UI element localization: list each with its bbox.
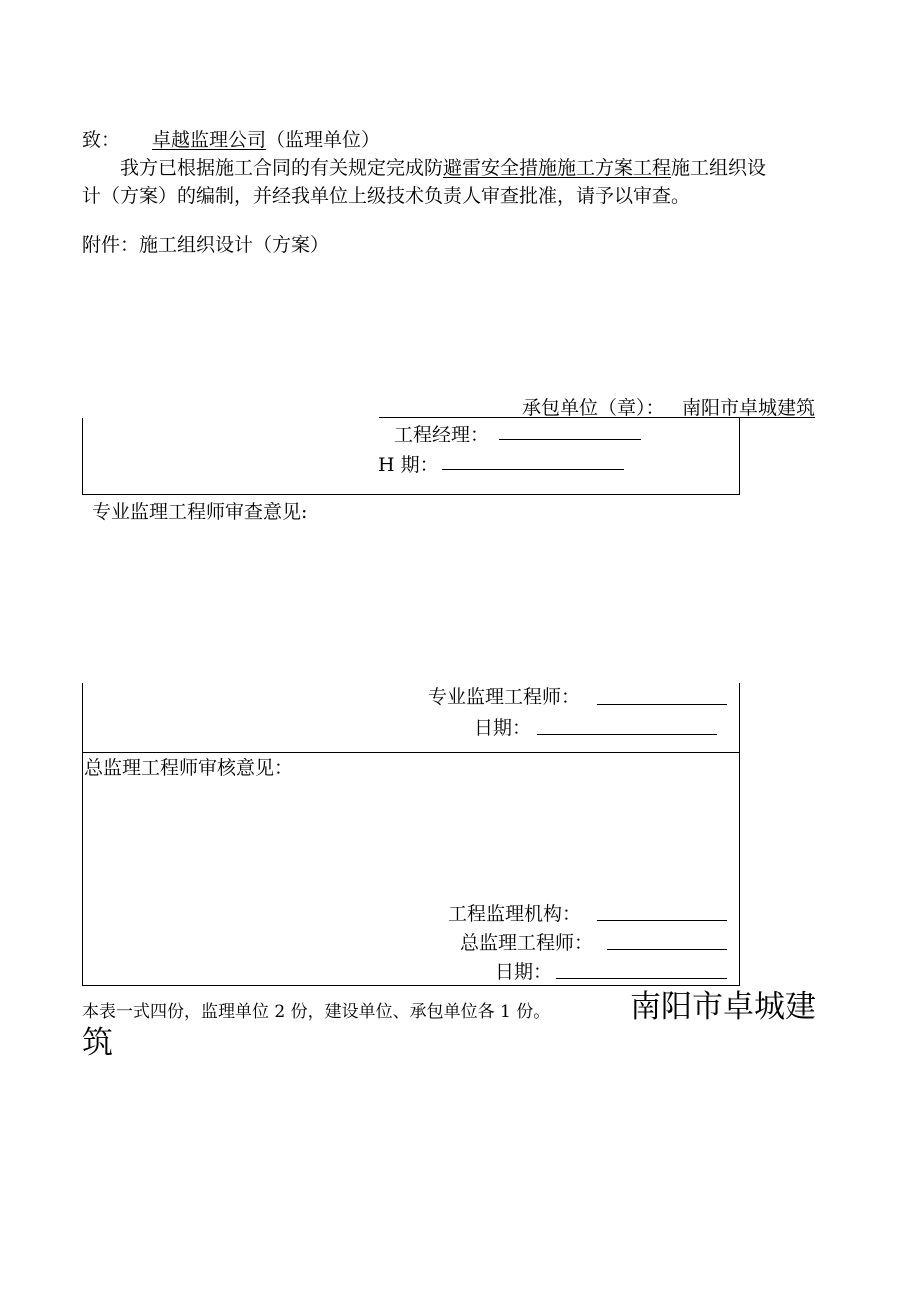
chief-review-box [82,752,740,986]
contractor-date-line[interactable] [442,469,624,470]
to-label: 致： [82,129,121,151]
contractor-box-left-line [82,418,83,494]
footer-note: 本表一式四份，监理单位 2 份，建设单位、承包单位各 1 份。 [82,1002,551,1022]
specialist-date-line[interactable] [537,734,717,735]
contractor-name: 南阳市卓城建筑 [682,397,816,419]
specialist-date-label: 日期： [474,717,532,739]
manager-signature-line[interactable] [499,439,641,440]
project-name: 避雷安全措施施工方案工程 [443,157,672,179]
footer-watermark-line1: 南阳市卓城建 [630,989,816,1025]
para-line1 [120,156,766,180]
specialist-engineer-line[interactable] [597,704,727,705]
para-line2: 计（方案）的编制，并经我单位上级技术负责人审查批准，请予以审查。 [82,185,691,207]
chief-date-label: 日期： [495,961,553,983]
para-line1-start: 我方已根据施工合同的有关规定完成防 [120,157,444,179]
manager-label: 工程经理： [394,424,490,446]
attachment-label: 附件：施工组织设计（方案） [82,234,330,256]
contractor-date-label: H 期： [378,454,439,476]
para-line1-end: 施工组织设 [671,157,767,179]
contractor-box-bottom-line [82,494,740,495]
specialist-box-left-line [82,683,83,753]
footer-watermark-line2: 筑 [82,1025,113,1061]
specialist-engineer-label: 专业监理工程师： [428,686,581,708]
chief-engineer-line[interactable] [607,949,727,950]
chief-date-line[interactable] [556,978,727,979]
specialist-review-title: 专业监理工程师审查意见: [92,501,308,523]
contractor-box-top-line [379,417,740,418]
contractor-box-right-line [739,417,740,495]
org-label: 工程监理机构： [448,903,582,925]
supervisor-suffix: （监理单位） [266,129,381,151]
specialist-box-right-line [739,683,740,753]
org-signature-line[interactable] [597,920,727,921]
contractor-label: 承包单位（章）： [522,397,665,419]
chief-engineer-label: 总监理工程师： [460,932,594,954]
supervisor-company: 卓越监理公司 [152,129,267,151]
chief-review-title: 总监理工程师审核意见： [84,757,294,779]
